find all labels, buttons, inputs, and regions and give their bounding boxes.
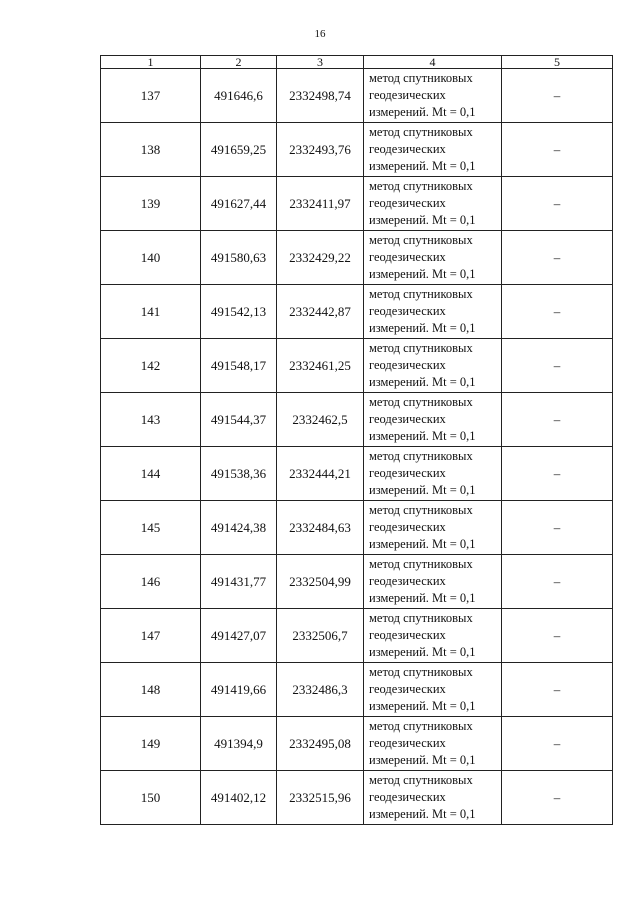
point-number-cell: 139 bbox=[101, 177, 201, 231]
point-number-cell: 142 bbox=[101, 339, 201, 393]
y-coordinate-cell: 2332506,7 bbox=[277, 609, 364, 663]
y-coordinate-cell: 2332495,08 bbox=[277, 717, 364, 771]
table-row bbox=[101, 339, 613, 393]
y-coordinate-cell: 2332498,74 bbox=[277, 69, 364, 123]
method-line: измерений. Mt = 0,1 bbox=[369, 483, 476, 497]
method-line: измерений. Mt = 0,1 bbox=[369, 267, 476, 281]
method-line: геодезических bbox=[369, 88, 446, 102]
x-coordinate-cell: 491544,37 bbox=[201, 393, 277, 447]
method-line: метод спутниковых bbox=[369, 449, 473, 463]
method-line: геодезических bbox=[369, 466, 446, 480]
method-line: измерений. Mt = 0,1 bbox=[369, 159, 476, 173]
y-coordinate-cell: 2332444,21 bbox=[277, 447, 364, 501]
method-line: метод спутниковых bbox=[369, 395, 473, 409]
note-cell: – bbox=[502, 339, 613, 393]
method-line: измерений. Mt = 0,1 bbox=[369, 321, 476, 335]
y-coordinate-cell: 2332515,96 bbox=[277, 771, 364, 825]
y-coordinate-cell: 2332493,76 bbox=[277, 123, 364, 177]
method-line: метод спутниковых bbox=[369, 233, 473, 247]
x-coordinate-cell: 491580,63 bbox=[201, 231, 277, 285]
note-cell: – bbox=[502, 231, 613, 285]
point-number-cell: 138 bbox=[101, 123, 201, 177]
method-cell bbox=[364, 69, 502, 123]
note-cell: – bbox=[502, 555, 613, 609]
x-coordinate-cell: 491419,66 bbox=[201, 663, 277, 717]
method-cell bbox=[364, 393, 502, 447]
method-line: измерений. Mt = 0,1 bbox=[369, 807, 476, 821]
table-row bbox=[101, 123, 613, 177]
method-cell bbox=[364, 555, 502, 609]
y-coordinate-cell: 2332504,99 bbox=[277, 555, 364, 609]
method-line: измерений. Mt = 0,1 bbox=[369, 537, 476, 551]
table-body bbox=[101, 69, 613, 825]
method-line: метод спутниковых bbox=[369, 557, 473, 571]
table-row bbox=[101, 177, 613, 231]
note-cell: – bbox=[502, 717, 613, 771]
method-line: метод спутниковых bbox=[369, 665, 473, 679]
method-cell bbox=[364, 285, 502, 339]
point-number-cell: 149 bbox=[101, 717, 201, 771]
table-row bbox=[101, 609, 613, 663]
y-coordinate-cell: 2332484,63 bbox=[277, 501, 364, 555]
note-cell: – bbox=[502, 69, 613, 123]
x-coordinate-cell: 491424,38 bbox=[201, 501, 277, 555]
header-col-5: 5 bbox=[502, 56, 613, 69]
note-cell: – bbox=[502, 285, 613, 339]
point-number-cell: 147 bbox=[101, 609, 201, 663]
table-row bbox=[101, 717, 613, 771]
method-line: метод спутниковых bbox=[369, 287, 473, 301]
point-number-cell: 148 bbox=[101, 663, 201, 717]
header-col-1: 1 bbox=[101, 56, 201, 69]
table-row bbox=[101, 555, 613, 609]
note-cell: – bbox=[502, 177, 613, 231]
x-coordinate-cell: 491427,07 bbox=[201, 609, 277, 663]
method-line: метод спутниковых bbox=[369, 71, 473, 85]
method-line: метод спутниковых bbox=[369, 125, 473, 139]
method-line: измерений. Mt = 0,1 bbox=[369, 591, 476, 605]
method-line: геодезических bbox=[369, 412, 446, 426]
method-cell bbox=[364, 123, 502, 177]
method-line: измерений. Mt = 0,1 bbox=[369, 753, 476, 767]
table-header bbox=[101, 56, 613, 69]
method-line: метод спутниковых bbox=[369, 503, 473, 517]
y-coordinate-cell: 2332462,5 bbox=[277, 393, 364, 447]
method-line: геодезических bbox=[369, 196, 446, 210]
method-cell bbox=[364, 231, 502, 285]
method-cell bbox=[364, 609, 502, 663]
header-col-4: 4 bbox=[364, 56, 502, 69]
method-line: геодезических bbox=[369, 574, 446, 588]
table-row bbox=[101, 501, 613, 555]
method-line: измерений. Mt = 0,1 bbox=[369, 645, 476, 659]
note-cell: – bbox=[502, 447, 613, 501]
method-cell bbox=[364, 447, 502, 501]
point-number-cell: 144 bbox=[101, 447, 201, 501]
table-row bbox=[101, 285, 613, 339]
page-number: 16 bbox=[314, 28, 326, 40]
y-coordinate-cell: 2332429,22 bbox=[277, 231, 364, 285]
note-cell: – bbox=[502, 771, 613, 825]
y-coordinate-cell: 2332461,25 bbox=[277, 339, 364, 393]
method-line: метод спутниковых bbox=[369, 341, 473, 355]
table-row bbox=[101, 447, 613, 501]
point-number-cell: 145 bbox=[101, 501, 201, 555]
method-line: геодезических bbox=[369, 682, 446, 696]
header-row bbox=[101, 56, 613, 69]
method-line: геодезических bbox=[369, 790, 446, 804]
x-coordinate-cell: 491538,36 bbox=[201, 447, 277, 501]
note-cell: – bbox=[502, 123, 613, 177]
x-coordinate-cell: 491542,13 bbox=[201, 285, 277, 339]
x-coordinate-cell: 491627,44 bbox=[201, 177, 277, 231]
header-col-3: 3 bbox=[277, 56, 364, 69]
point-number-cell: 143 bbox=[101, 393, 201, 447]
method-line: геодезических bbox=[369, 304, 446, 318]
method-line: геодезических bbox=[369, 736, 446, 750]
method-line: измерений. Mt = 0,1 bbox=[369, 213, 476, 227]
table-row bbox=[101, 393, 613, 447]
y-coordinate-cell: 2332411,97 bbox=[277, 177, 364, 231]
y-coordinate-cell: 2332486,3 bbox=[277, 663, 364, 717]
method-cell bbox=[364, 177, 502, 231]
method-line: геодезических bbox=[369, 628, 446, 642]
method-cell bbox=[364, 663, 502, 717]
method-line: измерений. Mt = 0,1 bbox=[369, 429, 476, 443]
note-cell: – bbox=[502, 663, 613, 717]
point-number-cell: 140 bbox=[101, 231, 201, 285]
point-number-cell: 146 bbox=[101, 555, 201, 609]
point-number-cell: 150 bbox=[101, 771, 201, 825]
method-line: измерений. Mt = 0,1 bbox=[369, 375, 476, 389]
header-col-2: 2 bbox=[201, 56, 277, 69]
method-cell bbox=[364, 339, 502, 393]
method-line: геодезических bbox=[369, 520, 446, 534]
method-line: метод спутниковых bbox=[369, 179, 473, 193]
method-line: метод спутниковых bbox=[369, 611, 473, 625]
x-coordinate-cell: 491431,77 bbox=[201, 555, 277, 609]
method-line: геодезических bbox=[369, 358, 446, 372]
table-row bbox=[101, 69, 613, 123]
x-coordinate-cell: 491659,25 bbox=[201, 123, 277, 177]
y-coordinate-cell: 2332442,87 bbox=[277, 285, 364, 339]
point-number-cell: 141 bbox=[101, 285, 201, 339]
x-coordinate-cell: 491402,12 bbox=[201, 771, 277, 825]
table-row bbox=[101, 771, 613, 825]
method-line: метод спутниковых bbox=[369, 773, 473, 787]
method-cell bbox=[364, 771, 502, 825]
x-coordinate-cell: 491646,6 bbox=[201, 69, 277, 123]
x-coordinate-cell: 491548,17 bbox=[201, 339, 277, 393]
note-cell: – bbox=[502, 501, 613, 555]
table-row bbox=[101, 231, 613, 285]
point-number-cell: 137 bbox=[101, 69, 201, 123]
table-row bbox=[101, 663, 613, 717]
method-line: метод спутниковых bbox=[369, 719, 473, 733]
method-cell bbox=[364, 501, 502, 555]
method-line: измерений. Mt = 0,1 bbox=[369, 105, 476, 119]
method-cell bbox=[364, 717, 502, 771]
method-line: измерений. Mt = 0,1 bbox=[369, 699, 476, 713]
note-cell: – bbox=[502, 609, 613, 663]
method-line: геодезических bbox=[369, 142, 446, 156]
x-coordinate-cell: 491394,9 bbox=[201, 717, 277, 771]
method-line: геодезических bbox=[369, 250, 446, 264]
coordinates-table bbox=[100, 55, 613, 825]
note-cell: – bbox=[502, 393, 613, 447]
